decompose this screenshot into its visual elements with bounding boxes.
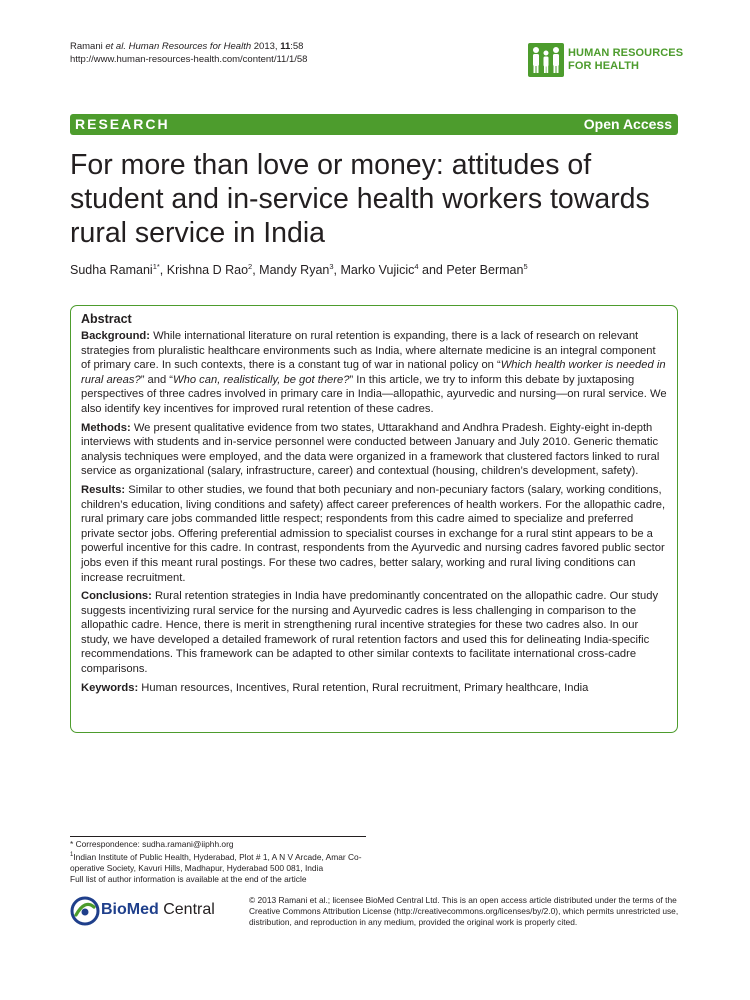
- author-affiliation-mark: 5: [523, 262, 528, 271]
- biomed-logo-text: [101, 901, 215, 919]
- conclusions-text: Rural retention strategies in India have predominantly concentrated on the allopathic cadre. Our study suggests incentivizing rural service for the nursing and Ayurvedic cadres is less challenging in comparison to the allopathic cadre. Hence, there is merit in strengthening rural incentive strategies for these two cadres also. In our study, we have developed a detailed framework of rural retention factors and used this for delineating India-specific recommendations. This framework can be adapted to other similar contexts to facilitate international cross-cadre comparisons.: [81, 590, 659, 676]
- author: [70, 263, 167, 277]
- citation-journal: Human Resources for Health: [125, 41, 252, 52]
- author: [259, 263, 340, 277]
- methods-label: Methods:: [81, 421, 131, 434]
- citation-authors: Ramani: [70, 41, 106, 52]
- citation-line: [70, 40, 307, 53]
- results-label: Results:: [81, 483, 126, 496]
- author: [167, 263, 259, 277]
- journal-logo: [528, 43, 688, 79]
- citation-etal: et al.: [105, 41, 126, 52]
- methods-text: We present qualitative evidence from two states, Uttarakhand and Andhra Pradesh. Eighty-eight in-depth interviews with students and in-service personnel were conducted between January and July 2010. Generic thematic analysis techniques were employed, and the data were organized in a framework that clustered factors linked to rural service as organizational (salary, infrastructure, career) and contextual (housing, children’s development, safety).: [81, 421, 660, 478]
- background-text-2: ” and “: [140, 373, 174, 386]
- author-separator: ,: [252, 263, 260, 278]
- journal-logo-text: [568, 47, 683, 73]
- journal-logo-line1: HUMAN RESOURCES: [568, 47, 684, 59]
- author-list: [70, 262, 680, 277]
- journal-logo-line2: FOR HEALTH: [568, 60, 640, 72]
- abstract-results: [81, 483, 667, 585]
- abstract-background: [81, 329, 667, 417]
- keywords-label: Keywords:: [81, 681, 139, 694]
- citation-year: 2013,: [251, 41, 281, 52]
- author-name: Sudha Ramani: [70, 263, 153, 278]
- conclusions-label: Conclusions:: [81, 590, 152, 603]
- author-affiliation-mark: 1*: [152, 262, 160, 271]
- affiliation-note: [70, 850, 390, 874]
- background-label: Background:: [81, 330, 150, 342]
- author-affiliation-mark: 2: [248, 262, 253, 271]
- author-name: Marko Vujicic: [340, 263, 415, 278]
- footnotes: [70, 839, 390, 886]
- author: [446, 263, 527, 277]
- author-separator: and: [418, 263, 447, 278]
- central-logo-word: Central: [158, 901, 215, 918]
- author-affiliation-mark: 4: [414, 262, 419, 271]
- header-citation: [70, 40, 307, 66]
- abstract-heading: Abstract: [81, 312, 132, 326]
- background-text-3: ” In this article, we try to inform this debate by juxtaposing perspectives of three cadres involved in primary care in India—allopathic, ayurvedic and nursing—on rural service. We also identify key incentives for improved rural retention of these cadres.: [81, 373, 667, 415]
- author-affiliation-mark: 3: [329, 262, 334, 271]
- background-question-1: Which health worker is needed in rural areas?: [81, 359, 666, 386]
- article-title: For more than love or money: attitudes of student and in-service health workers towards rural service in India: [70, 149, 650, 249]
- people-group-icon: [528, 43, 564, 77]
- author-name: Peter Berman: [446, 263, 524, 278]
- open-access-label: Open Access: [583, 116, 672, 132]
- biomed-swirl-icon: [70, 896, 100, 926]
- keywords-text: Human resources, Incentives, Rural retention, Rural recruitment, Primary healthcare, India: [138, 681, 589, 694]
- affiliation-mark: 1: [70, 852, 74, 859]
- abstract-keywords: [81, 681, 667, 696]
- biomed-central-logo: [70, 895, 230, 927]
- citation-volume: 11: [280, 41, 291, 52]
- section-label: RESEARCH: [75, 116, 170, 132]
- footnote-divider: [70, 836, 366, 837]
- author-name: Mandy Ryan: [259, 263, 330, 278]
- abstract-conclusions: [81, 589, 667, 677]
- section-banner: [70, 114, 678, 135]
- background-text: While international literature on rural retention is expanding, there is a lack of research on relevant strategies from pluralistic healthcare environments such as India, where alternate medicine is an integral component of primary care. In such contexts, there is a constant tug of war in national policy on “: [81, 330, 656, 372]
- author-name: Krishna D Rao: [166, 263, 249, 278]
- correspondence-note[interactable]: * Correspondence: sudha.ramani@iiphh.org: [70, 839, 234, 849]
- license-text: © 2013 Ramani et al.; licensee BioMed Central Ltd. This is an open access article distributed under the terms of the Creative Commons Attribution License (http://creativecommons.org/licenses/by/2.0), which permits unrestricted use, distribution, and reproduction in any medium, provided the original work is properly cited.: [249, 895, 679, 928]
- author: [340, 263, 446, 277]
- background-question-2: Who can, realistically, be got there?: [173, 373, 350, 386]
- author-separator: ,: [159, 263, 167, 278]
- biomed-logo-word: BioMed: [101, 901, 159, 918]
- affiliation-text: Indian Institute of Public Health, Hyderabad, Plot # 1, A N V Arcade, Amar Co-operative Society, Kavuri Hills, Madhapur, Hyderabad 500 081, India: [70, 852, 362, 874]
- author-info-note: Full list of author information is available at the end of the article: [70, 874, 307, 885]
- abstract-methods: [81, 421, 667, 479]
- author-separator: ,: [333, 263, 341, 278]
- abstract-box: [70, 305, 678, 733]
- results-text: Similar to other studies, we found that both pecuniary and non-pecuniary factors (salary, working conditions, children’s education, living conditions and safety) affect career preferences of health workers. For the allopathic cadre, rural primary care jobs commanded little respect; respondents from this cadre aimed to specialize and preferred private sector jobs. Offering preferential admission to specialist courses in exchange for a rural stint appears to be a powerful incentive for this cadre. In contrast, respondents from the Ayurvedic and nursing cadres favored public sector jobs even if this meant rural postings. For these two cadres, better salary, working and rural living conditions can increase recruitment.: [81, 483, 666, 584]
- citation-article: :58: [290, 41, 304, 52]
- citation-url[interactable]: http://www.human-resources-health.com/content/11/1/58: [70, 54, 308, 65]
